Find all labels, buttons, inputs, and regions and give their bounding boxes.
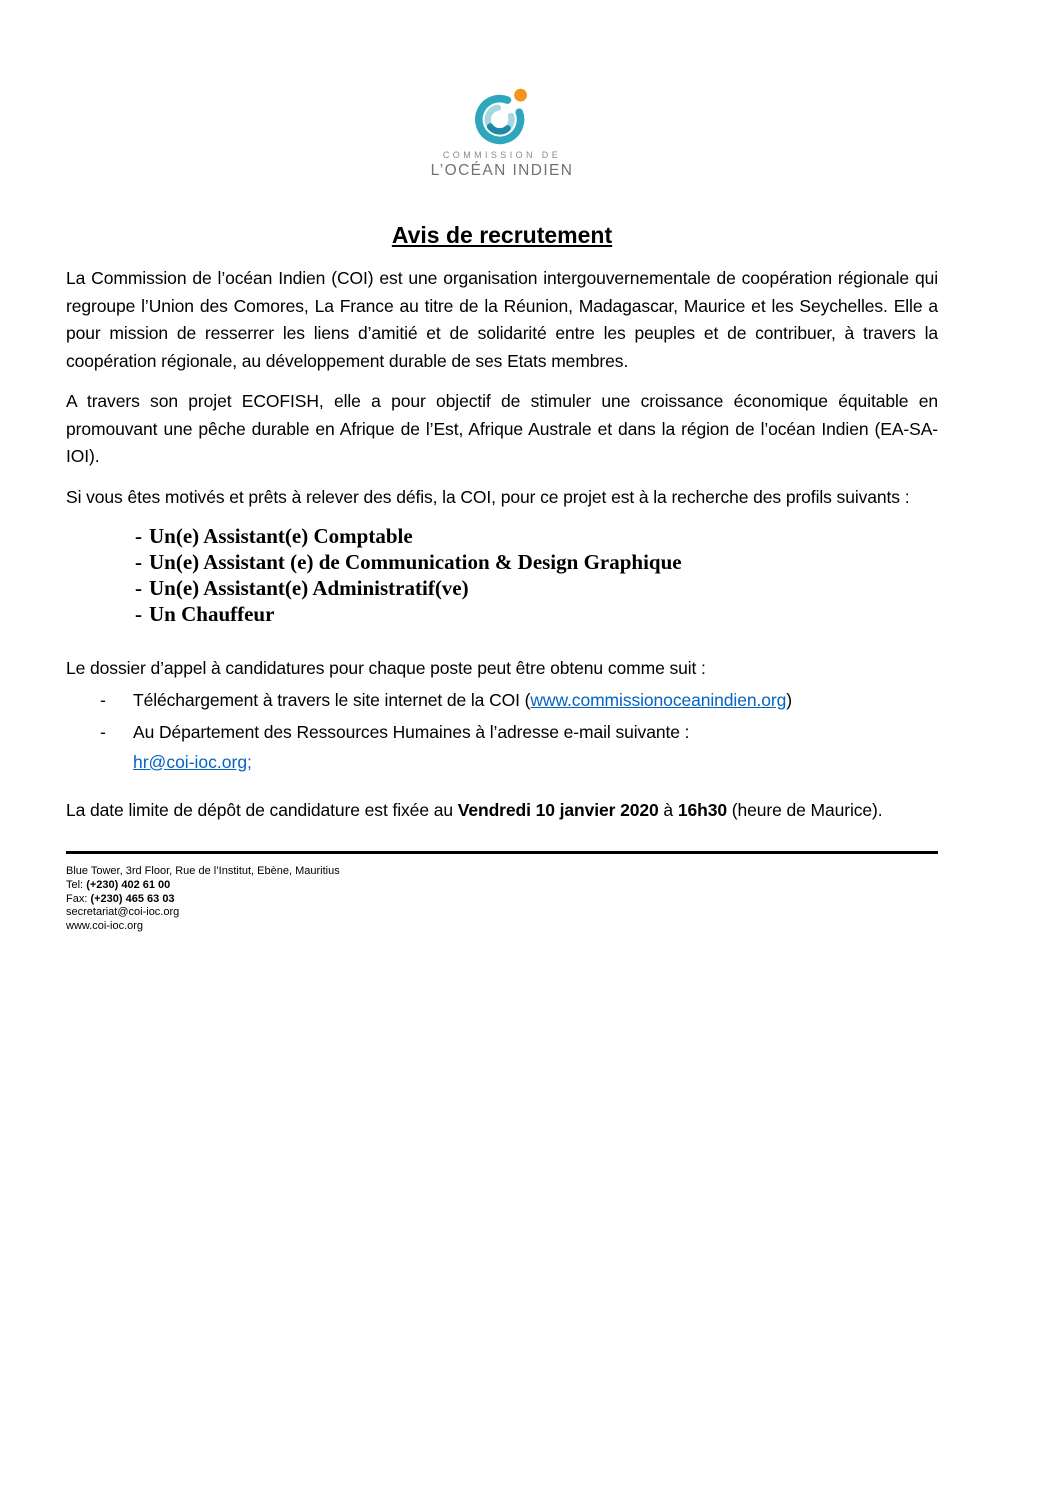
- positions-list: [135, 523, 938, 627]
- page-title: Avis de recrutement: [391, 222, 613, 248]
- list-dash: -: [135, 602, 142, 626]
- position-label: Un(e) Assistant (e) de Communication & Design Graphique: [149, 550, 682, 574]
- list-dash: -: [135, 576, 142, 600]
- footer-tel-number: (+230) 402 61 00: [86, 878, 171, 891]
- footer-fax: [66, 893, 938, 907]
- intro-paragraph: La Commission de l’océan Indien (COI) est une organisation intergouvernementale de coopération régionale qui regroupe l’Union des Comores, La France au titre de la Réunion, Madagascar, Maurice et les Seychelles. Elle a pour mission de resserrer les liens d’amitié et de solidarité entre les peuples et de contribuer, à travers la coopération régionale, au développement durable de ses Etats membres.: [66, 268, 938, 371]
- footer-tel-label: Tel:: [66, 878, 87, 891]
- deadline-time: 16h30: [677, 799, 727, 820]
- footer-fax-label: Fax:: [66, 892, 91, 905]
- deadline-paragraph: [66, 797, 938, 825]
- position-label: Un(e) Assistant(e) Comptable: [149, 524, 413, 548]
- bullet-dash: -: [100, 721, 106, 742]
- download-suffix: ): [786, 689, 792, 710]
- footer-tel: [66, 879, 938, 893]
- hr-email-link[interactable]: hr@coi-ioc.org;: [133, 751, 252, 772]
- deadline-date: Vendredi 10 janvier 2020: [457, 799, 659, 820]
- logo-wordmark-line1: COMMISSION DE: [442, 150, 562, 160]
- footer-website: www.coi-ioc.org: [66, 920, 144, 933]
- hr-email-line: [133, 747, 938, 777]
- position-item-administratif: [135, 575, 938, 601]
- coi-logo-icon: [473, 86, 531, 146]
- logo-center-pearl: [492, 112, 508, 128]
- logo-orange-dot: [514, 89, 527, 102]
- coi-logo: [66, 0, 938, 180]
- footer-divider: [66, 851, 938, 854]
- footer-email: secretariat@coi-ioc.org: [66, 906, 180, 919]
- position-item-communication: [135, 549, 938, 575]
- deadline-suffix: (heure de Maurice).: [726, 799, 883, 820]
- logo-wordmark-line2: L’OCÉAN INDIEN: [430, 162, 574, 179]
- download-option: [100, 685, 938, 715]
- hr-option: [100, 717, 938, 747]
- bullet-dash: -: [100, 689, 106, 710]
- position-label: Un(e) Assistant(e) Administratif(ve): [149, 576, 469, 600]
- download-option-text: [133, 685, 792, 715]
- list-dash: -: [135, 524, 142, 548]
- ecofish-paragraph: A travers son projet ECOFISH, elle a pour objectif de stimuler une croissance économique équitable en promouvant une pêche durable en Afrique de l’Est, Afrique Australe et dans la région de l’océan Indien (EA-SA-IOI).: [66, 391, 938, 466]
- position-item-chauffeur: [135, 601, 938, 627]
- footer-contact-block: [66, 865, 938, 934]
- deadline-middle: à: [658, 799, 678, 820]
- footer-address: Blue Tower, 3rd Floor, Rue de l’Institut, Ebène, Mauritius: [66, 865, 340, 877]
- dossier-intro: Le dossier d’appel à candidatures pour chaque poste peut être obtenu comme suit :: [66, 658, 706, 678]
- position-item-comptable: [135, 523, 938, 549]
- footer-fax-number: (+230) 465 63 03: [90, 892, 175, 905]
- profiles-intro: Si vous êtes motivés et prêts à relever des défis, la COI, pour ce projet est à la recherche des profils suivants :: [66, 486, 910, 507]
- coi-website-link[interactable]: www.commissionoceanindien.org: [530, 689, 787, 710]
- position-label: Un Chauffeur: [149, 602, 275, 626]
- download-prefix: Téléchargement à travers le site internet de la COI (: [133, 689, 531, 710]
- list-dash: -: [135, 550, 142, 574]
- hr-option-text: Au Département des Ressources Humaines à l’adresse e-mail suivante :: [133, 721, 690, 742]
- deadline-prefix: La date limite de dépôt de candidature est fixée au: [66, 799, 458, 820]
